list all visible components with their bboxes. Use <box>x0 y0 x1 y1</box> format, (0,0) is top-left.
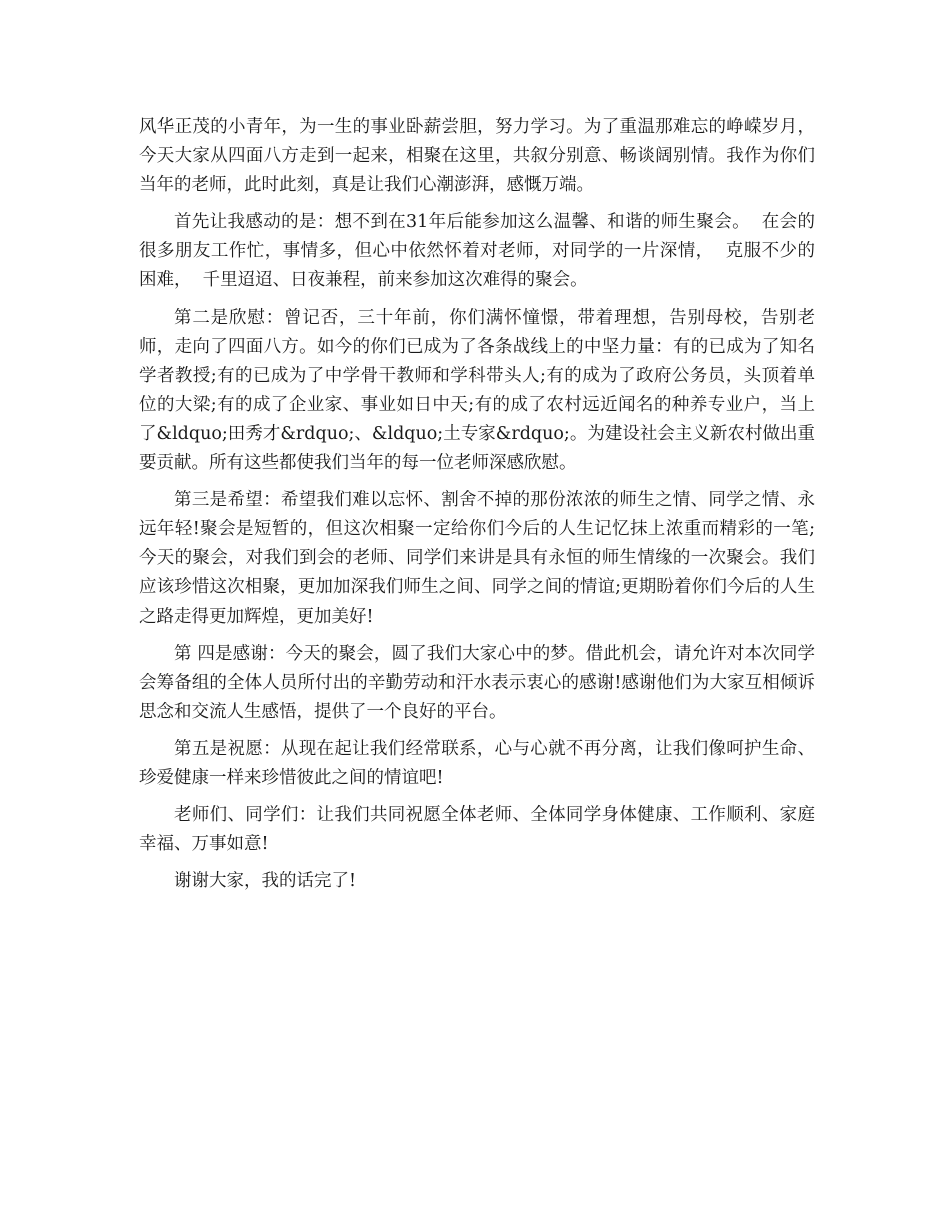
paragraph-first-touched: 首先让我感动的是：想不到在31年后能参加这么温馨、和谐的师生聚会。 在会的很多朋友工作忙，事情多，但心中依然怀着对老师，对同学的一片深情， 克服不少的困难， 千里迢迢、日夜兼程，前来参加这次难得的聚会。 <box>139 212 815 291</box>
paragraph-closing: 谢谢大家，我的话完了! <box>174 871 357 892</box>
paragraph-second-gratified: 第二是欣慰：曾记否，三十年前，你们满怀憧憬，带着理想，告别母校，告别老师，走向了四面八方。如今的你们已成为了各条战线上的中坚力量：有的已成为了知名学者教授;有的已成为了中学骨干教师和学科带头人;有的成为了政府公务员，头顶着单位的大梁;有的成了企业家、事业如日中天;有的成了农村远近闻名的种养专业户，当上了&ldquo;田秀才&rdquo;、&ldquo;土专家&rdquo;。为建设社会主义新农村做出重要贡献。所有这些都使我们当年的每一位老师深感欣慰。 <box>139 307 815 474</box>
paragraph-intro-continuation: 风华正茂的小青年，为一生的事业卧薪尝胆，努力学习。为了重温那难忘的峥嵘岁月，今天大家从四面八方走到一起来，相聚在这里，共叙分别意、畅谈阔别情。我作为你们当年的老师，此时此刻，真是让我们心潮澎湃，感慨万端。 <box>139 117 815 196</box>
paragraph-fourth-thanks: 第 四是感谢：今天的聚会，圆了我们大家心中的梦。借此机会，请允许对本次同学会筹备组的全体人员所付出的辛勤劳动和汗水表示衷心的感谢!感谢他们为大家互相倾诉思念和交流人生感悟，提供了一个良好的平台。 <box>139 643 815 722</box>
paragraph-third-hope: 第三是希望：希望我们难以忘怀、割舍不掉的那份浓浓的师生之情、同学之情、永远年轻!聚会是短暂的，但这次相聚一定给你们今后的人生记忆抹上浓重而精彩的一笔;今天的聚会，对我们到会的老师、同学们来讲是具有永恒的师生情缘的一次聚会。我们应该珍惜这次相聚，更加加深我们师生之间、同学之间的情谊;更期盼着你们今后的人生之路走得更加辉煌，更加美好! <box>139 490 815 627</box>
paragraph-blessing: 老师们、同学们：让我们共同祝愿全体老师、全体同学身体健康、工作顺利、家庭幸福、万事如意! <box>139 805 815 855</box>
paragraph-fifth-wishes: 第五是祝愿：从现在起让我们经常联系，心与心就不再分离，让我们像呵护生命、珍爱健康一样来珍惜彼此之间的情谊吧! <box>139 738 815 788</box>
document-body <box>139 113 815 896</box>
